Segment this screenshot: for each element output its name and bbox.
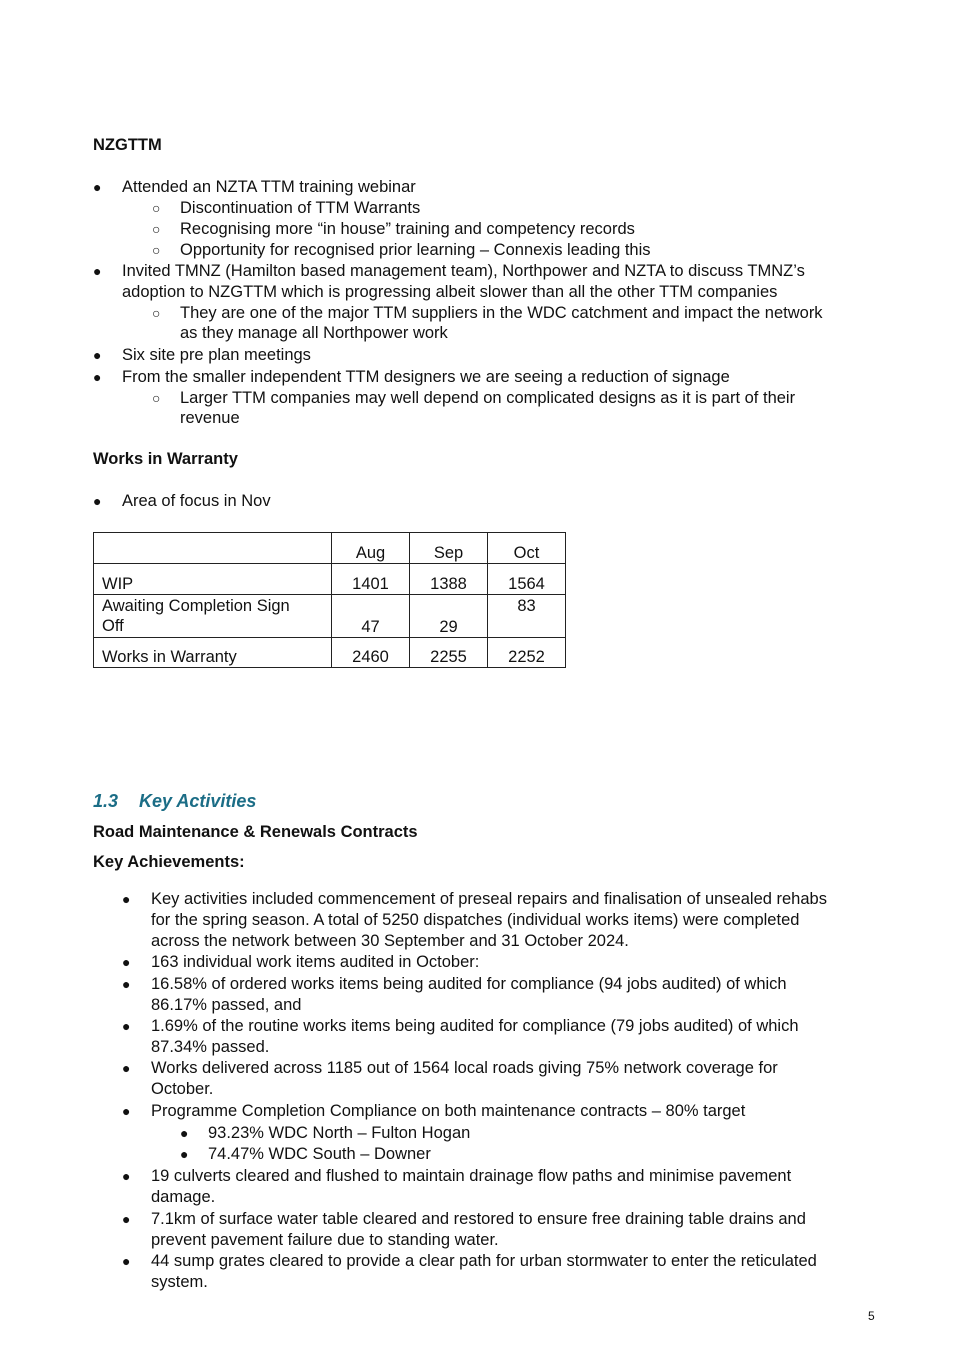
nzgttm-item-2-line-2: adoption to NZGTTM which is progressing albeit slower than all the other TTM companies <box>122 283 778 301</box>
bullet-icon: ● <box>122 891 131 907</box>
table-cell: 2255 <box>410 638 488 668</box>
nzgttm-item-2-sub-line-1: They are one of the major TTM suppliers in the WDC catchment and impact the network <box>180 304 823 322</box>
table-header-row <box>94 533 566 564</box>
achievement-1-line-2: for the spring season. A total of 5250 dispatches (individual works items) were completed <box>151 911 800 929</box>
circle-bullet-icon: ○ <box>152 390 161 406</box>
bullet-icon: ● <box>93 493 102 509</box>
bullet-icon: ● <box>122 1018 131 1034</box>
circle-bullet-icon: ○ <box>152 242 161 258</box>
warranty-heading: Works in Warranty <box>93 450 238 468</box>
table-header-cell: Aug <box>332 533 410 564</box>
nzgttm-item-2-line-1: Invited TMNZ (Hamilton based management team), Northpower and NZTA to discuss TMNZ’s <box>122 262 805 280</box>
nzgttm-item-4: From the smaller independent TTM designers we are seeing a reduction of signage <box>122 368 730 386</box>
section-subheading: Road Maintenance & Renewals Contracts <box>93 823 418 841</box>
achievement-6: Programme Completion Compliance on both maintenance contracts – 80% target <box>151 1102 746 1120</box>
table-cell: 1401 <box>332 564 410 595</box>
nzgttm-item-3: Six site pre plan meetings <box>122 346 311 364</box>
achievement-8-line-1: 7.1km of surface water table cleared and restored to ensure free draining table drains and <box>151 1210 806 1228</box>
bullet-icon: ● <box>122 954 131 970</box>
nzgttm-item-1-sub-1: Discontinuation of TTM Warrants <box>180 199 421 217</box>
warranty-bullet: Area of focus in Nov <box>122 492 271 510</box>
bullet-icon: ● <box>93 369 102 385</box>
table-cell: 83 <box>488 595 566 638</box>
achievement-7-line-2: damage. <box>151 1188 216 1206</box>
achievement-2: 163 individual work items audited in October: <box>151 953 480 971</box>
table-row <box>94 564 566 595</box>
nzgttm-item-4-sub-line-1: Larger TTM companies may well depend on complicated designs as it is part of their <box>180 389 796 407</box>
nzgttm-item-1-sub-2: Recognising more “in house” training and competency records <box>180 220 635 238</box>
achievement-4-line-1: 1.69% of the routine works items being audited for compliance (79 jobs audited) of which <box>151 1017 799 1035</box>
bullet-icon: ● <box>93 347 102 363</box>
circle-bullet-icon: ○ <box>152 305 161 321</box>
achievement-4-line-2: 87.34% passed. <box>151 1038 270 1056</box>
nzgttm-heading: NZGTTM <box>93 136 162 154</box>
bullet-icon: ● <box>122 1168 131 1184</box>
achievement-3-line-1: 16.58% of ordered works items being audited for compliance (94 jobs audited) of which <box>151 975 787 993</box>
table-row <box>94 595 566 638</box>
achievements-heading: Key Achievements: <box>93 853 245 871</box>
table-row-label <box>94 595 332 638</box>
table-cell: 2252 <box>488 638 566 668</box>
table-row-label: Works in Warranty <box>94 638 332 668</box>
bullet-icon: ● <box>122 1253 131 1269</box>
section-number: 1.3 <box>93 791 119 811</box>
bullet-icon: ● <box>122 1060 131 1076</box>
circle-bullet-icon: ○ <box>152 200 161 216</box>
bullet-icon: ● <box>93 179 102 195</box>
achievement-9-line-2: system. <box>151 1273 208 1291</box>
achievement-6-sub-1: 93.23% WDC North – Fulton Hogan <box>208 1124 471 1142</box>
achievement-5-line-1: Works delivered across 1185 out of 1564 local roads giving 75% network coverage for <box>151 1059 778 1077</box>
table-cell: 29 <box>410 595 488 638</box>
achievement-1-line-3: across the network between 30 September and 31 October 2024. <box>151 932 629 950</box>
table-row-label: WIP <box>94 564 332 595</box>
achievement-6-sub-2: 74.47% WDC South – Downer <box>208 1145 431 1163</box>
section-title-text: Key Activities <box>139 791 257 811</box>
bullet-icon: ● <box>180 1146 189 1162</box>
page-number: 5 <box>868 1309 875 1323</box>
achievement-3-line-2: 86.17% passed, and <box>151 996 302 1014</box>
section-title <box>93 790 256 812</box>
bullet-icon: ● <box>122 1211 131 1227</box>
table-row-label-line: Off <box>102 617 124 635</box>
circle-bullet-icon: ○ <box>152 221 161 237</box>
table-cell: 47 <box>332 595 410 638</box>
table-header-cell <box>94 533 332 564</box>
bullet-icon: ● <box>93 263 102 279</box>
nzgttm-item-4-sub-line-2: revenue <box>180 409 240 427</box>
achievement-5-line-2: October. <box>151 1080 214 1098</box>
achievement-7-line-1: 19 culverts cleared and flushed to maintain drainage flow paths and minimise pavement <box>151 1167 792 1185</box>
achievement-8-line-2: prevent pavement failure due to standing water. <box>151 1231 499 1249</box>
table-header-cell: Sep <box>410 533 488 564</box>
nzgttm-item-1-sub-3: Opportunity for recognised prior learning – Connexis leading this <box>180 241 651 259</box>
nzgttm-item-2-sub-line-2: as they manage all Northpower work <box>180 324 448 342</box>
bullet-icon: ● <box>180 1125 189 1141</box>
works-in-warranty-table <box>93 532 566 668</box>
bullet-icon: ● <box>122 1103 131 1119</box>
achievement-9-line-1: 44 sump grates cleared to provide a clear path for urban stormwater to enter the reticulated <box>151 1252 817 1270</box>
table-cell: 1388 <box>410 564 488 595</box>
table-row <box>94 638 566 668</box>
table-row-label-line: Awaiting Completion Sign <box>102 597 290 615</box>
table-cell: 2460 <box>332 638 410 668</box>
bullet-icon: ● <box>122 976 131 992</box>
nzgttm-item-1: Attended an NZTA TTM training webinar <box>122 178 416 196</box>
achievement-1-line-1: Key activities included commencement of preseal repairs and finalisation of unsealed rehabs <box>151 890 827 908</box>
table-cell: 1564 <box>488 564 566 595</box>
table-header-cell: Oct <box>488 533 566 564</box>
